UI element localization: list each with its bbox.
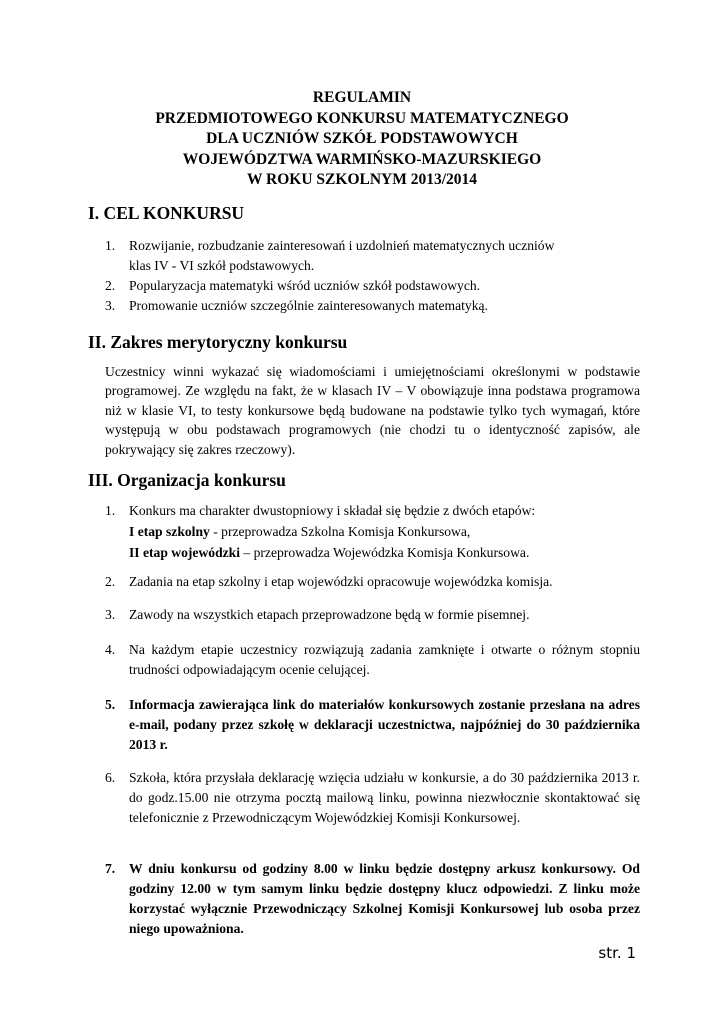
item-number: 4. — [105, 642, 116, 657]
list-item — [105, 859, 640, 939]
stage-1-label: I etap szkolny — [129, 524, 210, 539]
item-number: 2. — [105, 278, 116, 293]
title-line: W ROKU SZKOLNYM 2013/2014 — [246, 171, 478, 188]
section-heading-organizacja: III. Organizacja konkursu — [88, 470, 286, 490]
stage-2-label: II etap wojewódzki — [129, 545, 241, 560]
item-number: 2. — [105, 574, 116, 589]
section-heading-cel: I. CEL KONKURSU — [88, 203, 245, 223]
item-number: 1. — [105, 238, 116, 253]
goals-list — [105, 236, 640, 316]
title-line: PRZEDMIOTOWEGO KONKURSU MATEMATYCZNEGO — [155, 109, 569, 127]
item-text: Promowanie uczniów szczególnie zainteresowanych matematyką. — [129, 298, 488, 313]
item-text: Rozwijanie, rozbudzanie zainteresowań i uzdolnień matematycznych uczniów — [129, 238, 555, 253]
item-text: Konkurs ma charakter dwustopniowy i składał się będzie z dwóch etapów: — [129, 503, 536, 518]
item-text: Zadania na etap szkolny i etap wojewódzki opracowuje wojewódzka komisja. — [129, 574, 553, 589]
item-number: 6. — [105, 770, 116, 785]
item-text: Zawody na wszystkich etapach przeprowadzone będą w formie pisemnej. — [129, 607, 530, 622]
organization-item-1 — [105, 500, 640, 563]
title-line: DLA UCZNIÓW SZKÓŁ PODSTAWOWYCH — [206, 130, 518, 147]
organization-item-6 — [105, 768, 640, 828]
list-item — [105, 605, 640, 625]
item-text: Na każdym etapie uczestnicy rozwiązują zadania zamknięte i otwarte o różnym stopniu trudności odpowiadającym ocenie celującej. — [129, 642, 640, 677]
stage-1-line — [129, 521, 640, 542]
item-number: 1. — [105, 503, 116, 518]
item-text: W dniu konkursu od godziny 8.00 w linku będzie dostępny arkusz konkursowy. Od godziny 12.00 w tym samym linku będzie dostępny klucz odpowiedzi. Z linku może korzystać wyłącznie Przewodniczący Szkolnej Komisji Konkursowej lub osoba przez niego upoważniona. — [129, 861, 640, 936]
item-number: 7. — [105, 861, 116, 876]
list-item — [105, 500, 640, 563]
document-title — [80, 88, 644, 191]
list-item — [105, 572, 640, 592]
title-line: REGULAMIN — [312, 89, 412, 106]
item-number: 5. — [105, 697, 116, 712]
organization-item-3 — [105, 605, 640, 625]
title-line: WOJEWÓDZTWA WARMIŃSKO-MAZURSKIEGO — [182, 150, 542, 168]
list-item — [105, 768, 640, 828]
page-number: str. 1 — [598, 944, 636, 962]
item-number: 3. — [105, 607, 116, 622]
organization-item-2 — [105, 572, 640, 592]
item-text: Popularyzacja matematyki wśród uczniów szkół podstawowych. — [129, 278, 481, 293]
list-item — [105, 276, 640, 296]
organization-item-5 — [105, 695, 640, 755]
list-item — [105, 236, 640, 276]
stage-2-line — [129, 542, 640, 563]
section-heading-zakres: II. Zakres merytoryczny konkursu — [88, 332, 348, 352]
item-text: Informacja zawierająca link do materiałów konkursowych zostanie przesłana na adres e-mail, podany przez szkołę w deklaracji uczestnictwa, najpóźniej do 30 października 2013 r. — [129, 697, 640, 752]
list-item — [105, 695, 640, 755]
stage-2-text: – przeprowadza Wojewódzka Komisja Konkursowa. — [240, 545, 530, 560]
organization-item-7 — [105, 859, 640, 939]
list-item — [105, 640, 640, 680]
item-number: 3. — [105, 298, 116, 313]
item-text: Szkoła, która przysłała deklarację wzięcia udziału w konkursie, a do 30 października 2013 r. do godz.15.00 nie otrzyma pocztą mailową linku, powinna niezwłocznie skontaktować się telefonicznie z Przewodniczącym Wojewódzkiej Komisji Konkursowej. — [129, 770, 640, 825]
scope-paragraph: Uczestnicy winni wykazać się wiadomościami i umiejętnościami określonymi w podstawie programowej. Ze względu na fakt, że w klasach IV – V obowiązuje inna podstawa programowa niż w klasie VI, to testy konkursowe będą budowane na podstawie tylko tych wymagań, które występują w obu podstawach programowych (nie chodzi tu o identyczność zapisów, ale pokrywający się zakres rzeczowy). — [105, 364, 640, 457]
item-text: klas IV - VI szkół podstawowych. — [129, 258, 315, 273]
list-item — [105, 296, 640, 316]
organization-item-4 — [105, 640, 640, 680]
stage-1-text: - przeprowadza Szkolna Komisja Konkursowa, — [209, 524, 471, 539]
